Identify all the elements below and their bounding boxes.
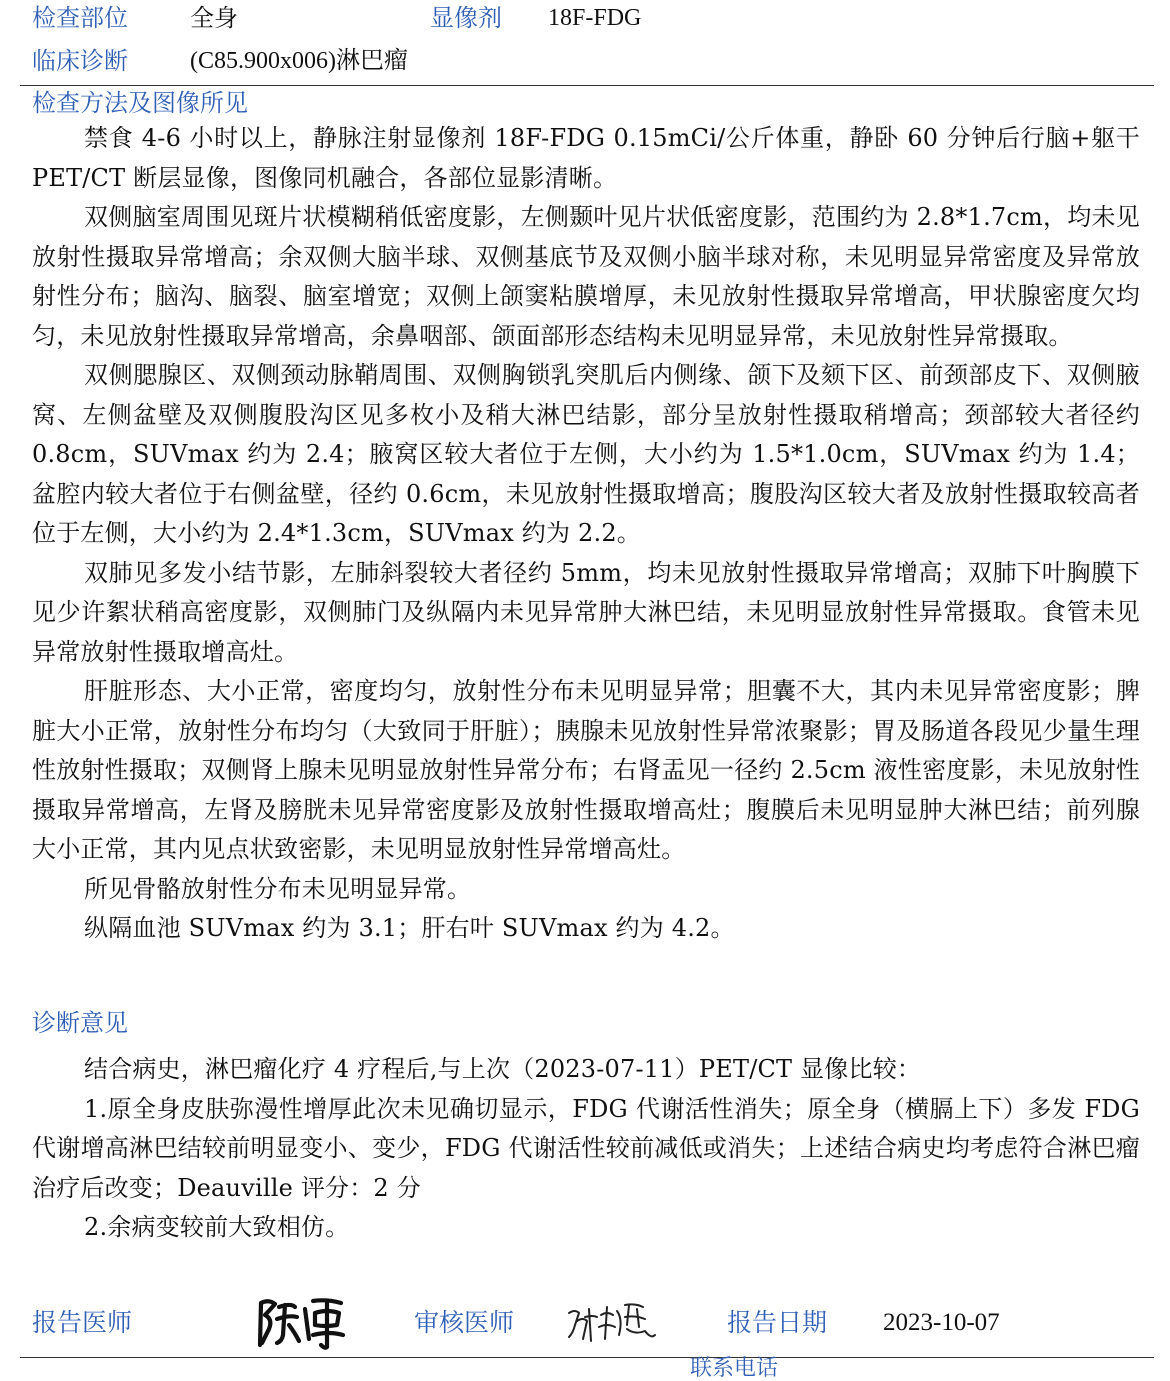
clinical-diagnosis-label: 临床诊断 bbox=[32, 47, 128, 75]
reviewing-doctor-label: 审核医师 bbox=[414, 1308, 515, 1337]
exam-site-label: 检查部位 bbox=[32, 4, 128, 32]
findings-paragraph: 肝脏形态、大小正常，密度均匀，放射性分布未见明显异常；胆囊不大，其内未见异常密度影；脾脏大小正常，放射性分布均匀（大致同于肝脏）；胰腺未见放射性异常浓聚影；胃及肠道各段见少量生理性放射性摄取；双侧肾上腺未见明显放射性异常分布；右肾盂见一径约 2.5cm 液性密度影，未见放射性摄取异常增高，左肾及膀胱未见异常密度影及放射性摄取增高灶；腹膜后未见明显肿大淋巴结；前列腺大小正常，其内见点状致密影，未见明显放射性异常增高灶。 bbox=[32, 677, 1140, 863]
findings-body bbox=[32, 119, 1140, 949]
findings-paragraph: 双侧腮腺区、双侧颈动脉鞘周围、双侧胸锁乳突肌后内侧缘、颌下及颏下区、前颈部皮下、双侧腋窝、左侧盆壁及双侧腹股沟区见多枚小及稍大淋巴结影，部分呈放射性摄取稍增高；颈部较大者径约 0.8cm，SUVmax 约为 2.4；腋窝区较大者位于左侧，大小约为 1.5*1.0cm，SUVmax 约为 1.4；盆腔内较大者位于右侧盆壁，径约 0.6cm，未见放射性摄取增高；腹股沟区较大者及放射性摄取较高者位于左侧，大小约为 2.4*1.3cm，SUVmax 约为 2.2。 bbox=[32, 361, 1140, 547]
findings-paragraph: 双肺见多发小结节影，左肺斜裂较大者径约 5mm，均未见放射性摄取异常增高；双肺下叶胸膜下见少许絮状稍高密度影，双侧肺门及纵隔内未见异常肿大淋巴结，未见明显放射性异常摄取。食管未见异常放射性摄取增高灶。 bbox=[32, 558, 1140, 666]
impression-body bbox=[32, 1050, 1140, 1248]
clinical-diagnosis-value: (C85.900x006)淋巴瘤 bbox=[190, 48, 408, 74]
contact-label-cut: 联系电话 bbox=[690, 1356, 779, 1381]
reporting-doctor-signature bbox=[255, 1295, 350, 1351]
report-date-value: 2023-10-07 bbox=[883, 1309, 1000, 1336]
findings-paragraph: 纵隔血池 SUVmax 约为 3.1；肝右叶 SUVmax 约为 4.2。 bbox=[84, 914, 735, 942]
exam-site-value: 全身 bbox=[190, 4, 238, 32]
findings-paragraph: 禁食 4-6 小时以上，静脉注射显像剂 18F-FDG 0.15mCi/公斤体重，静卧 60 分钟后行脑+躯干 PET/CT 断层显像，图像同机融合，各部位显影清晰。 bbox=[32, 124, 1140, 192]
reporting-doctor-label: 报告医师 bbox=[32, 1308, 133, 1337]
impression-paragraph: 结合病史，淋巴瘤化疗 4 疗程后,与上次（2023-07-11）PET/CT 显像比较： bbox=[84, 1055, 922, 1083]
footer-divider bbox=[20, 1357, 1154, 1358]
signature-row bbox=[0, 1295, 1170, 1351]
header-row-diagnosis bbox=[0, 41, 1170, 81]
impression-title: 诊断意见 bbox=[32, 1009, 128, 1037]
findings-paragraph: 所见骨骼放射性分布未见明显异常。 bbox=[84, 874, 472, 903]
findings-paragraph: 双侧脑室周围见斑片状模糊稍低密度影，左侧颞叶见片状低密度影，范围约为 2.8*1.7cm，均未见放射性摄取异常增高；余双侧大脑半球、双侧基底节及双侧小脑半球对称，未见明显异常密度及异常放射性分布；脑沟、脑裂、脑室增宽；双侧上颌窦粘膜增厚，未见放射性摄取异常增高，甲状腺密度欠均匀，未见放射性摄取异常增高，余鼻咽部、颌面部形态结构未见明显异常，未见放射性异常摄取。 bbox=[32, 203, 1140, 350]
tracer-value: 18F-FDG bbox=[548, 5, 642, 31]
findings-title: 检查方法及图像所见 bbox=[32, 89, 248, 117]
report-date-label: 报告日期 bbox=[727, 1308, 828, 1337]
tracer-label: 显像剂 bbox=[430, 4, 502, 32]
impression-paragraph: 2.余病变较前大致相仿。 bbox=[84, 1213, 350, 1241]
header-divider bbox=[20, 85, 1154, 86]
header-row-exam-site bbox=[0, 0, 1170, 38]
impression-paragraph: 1.原全身皮肤弥漫性增厚此次未见确切显示，FDG 代谢活性消失；原全身（横膈上下）多发 FDG 代谢增高淋巴结较前明显变小、变少，FDG 代谢活性较前减低或消失；上述结合病史均考虑符合淋巴瘤治疗后改变；Deauville 评分：2 分 bbox=[32, 1094, 1140, 1202]
reviewing-doctor-signature bbox=[565, 1295, 660, 1351]
